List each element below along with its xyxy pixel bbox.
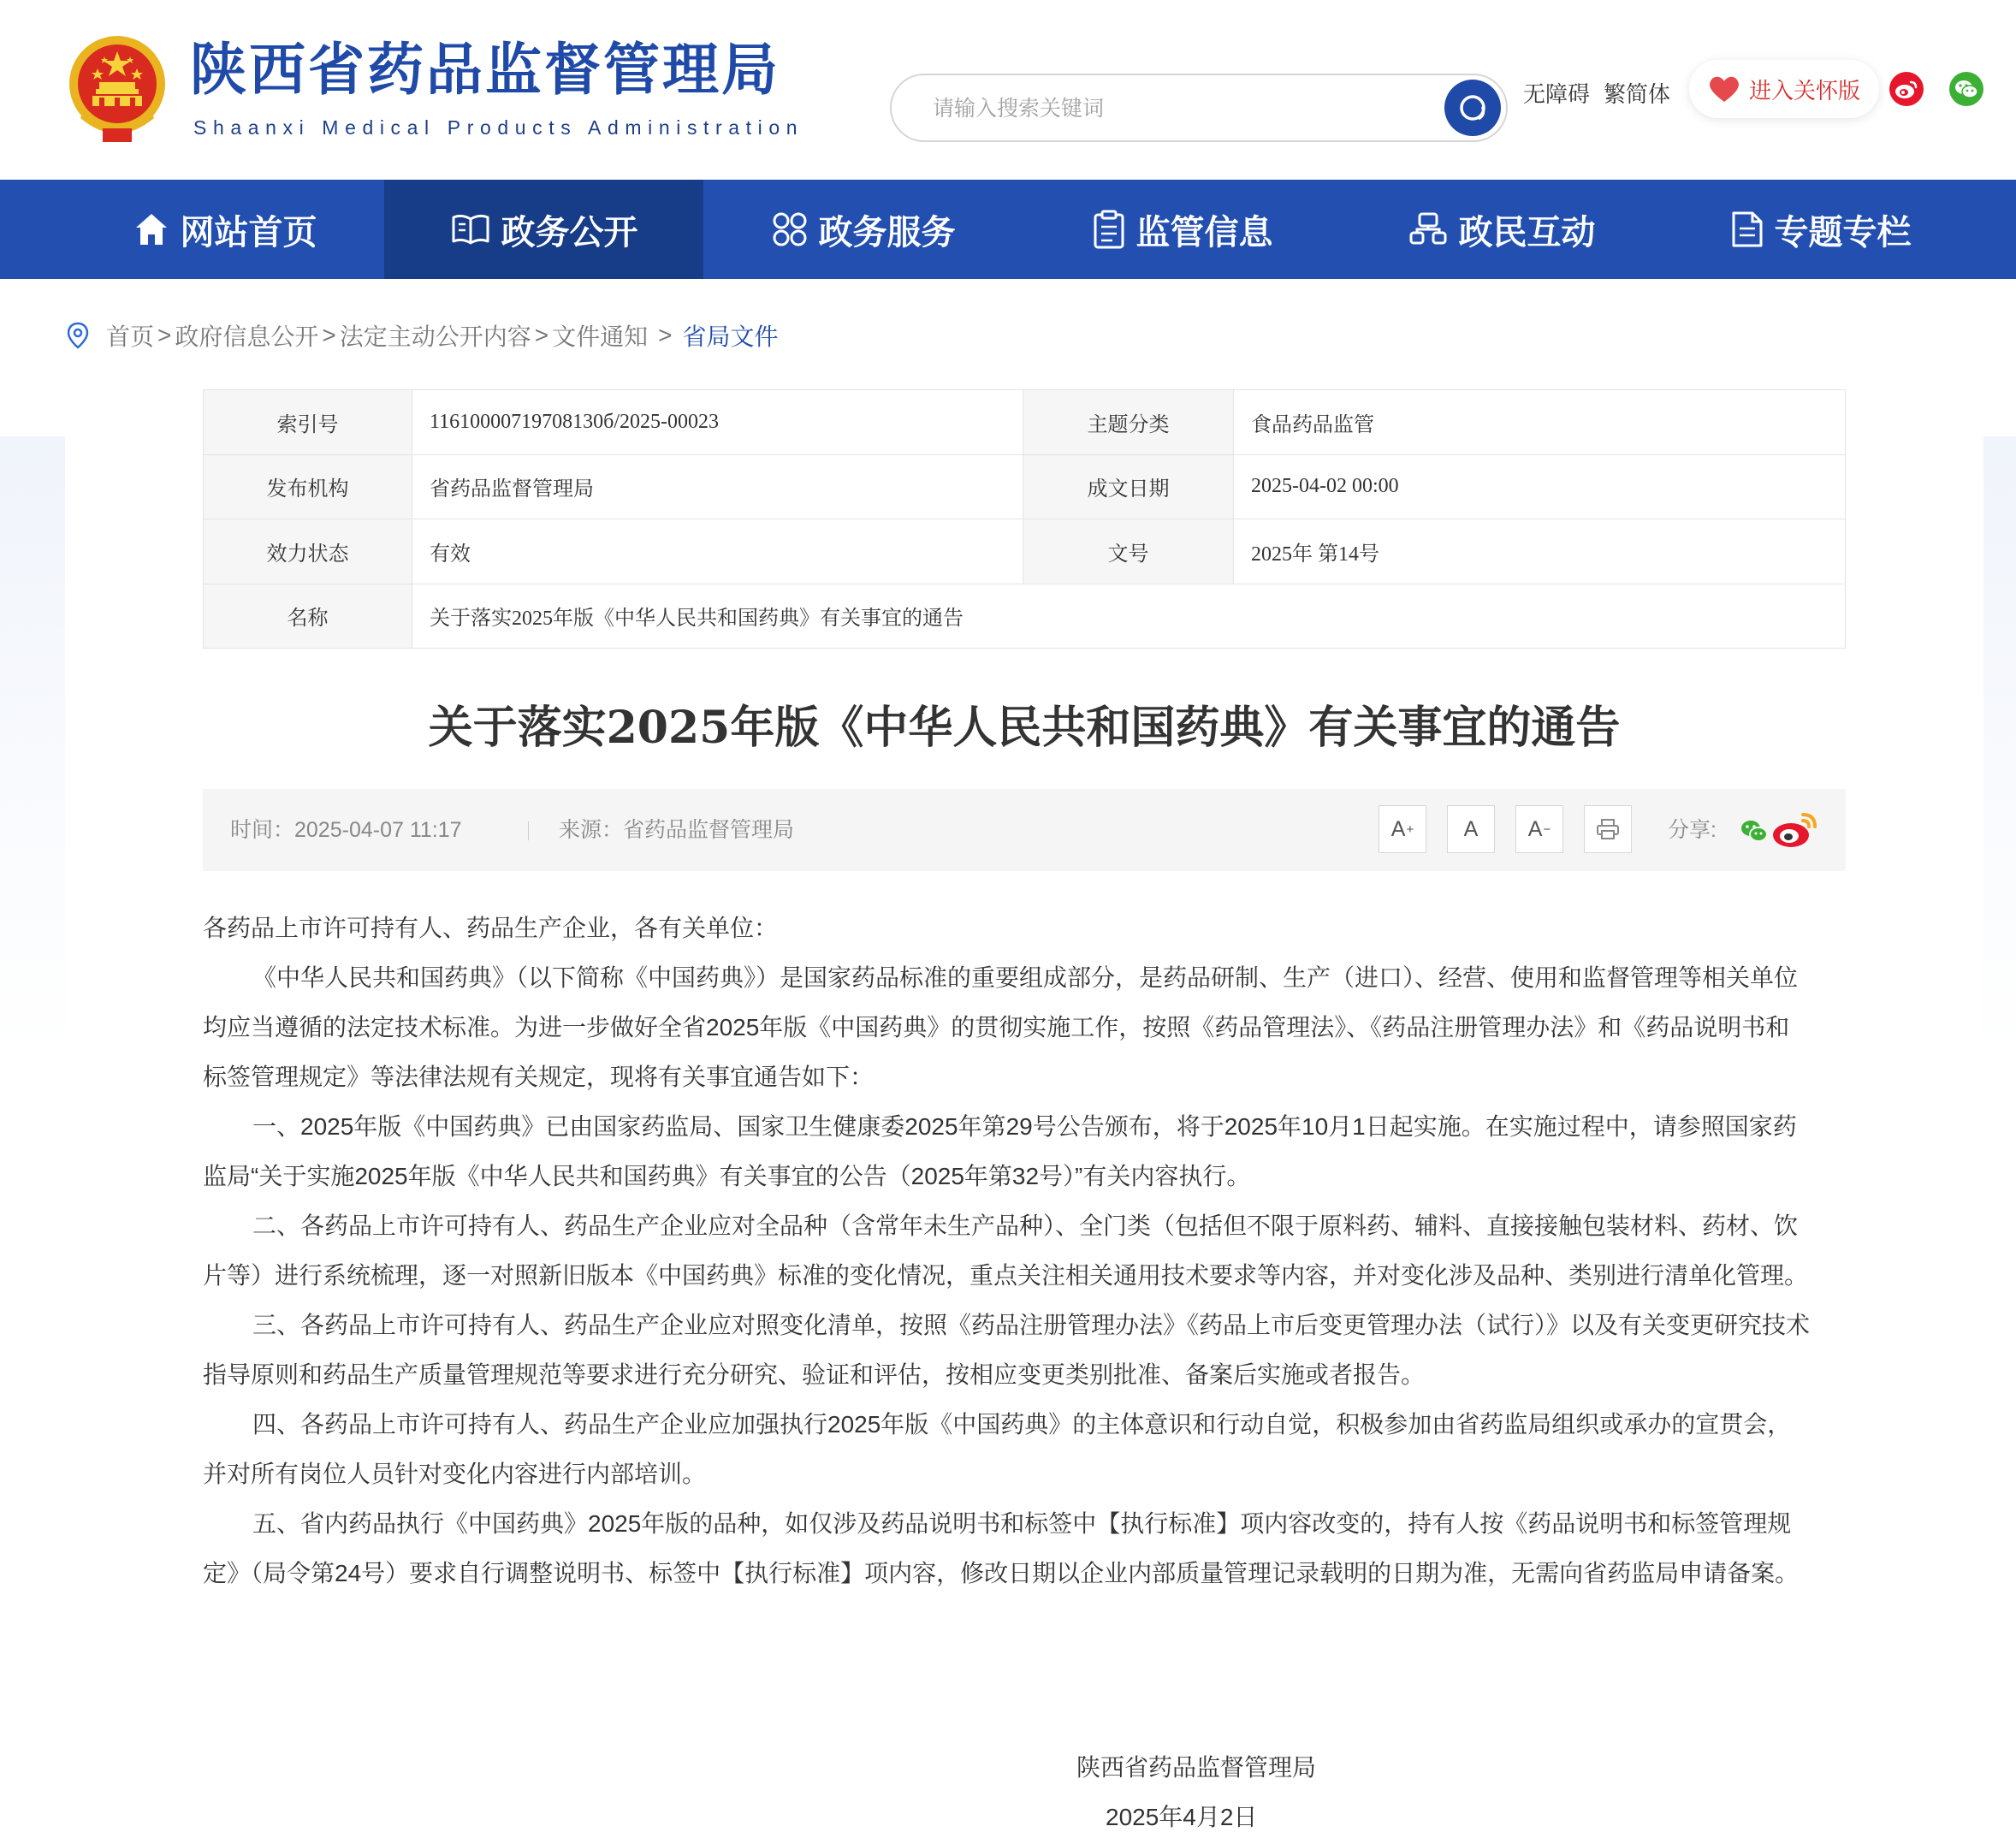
nav-item-supervision[interactable]	[1023, 180, 1342, 279]
book-icon	[450, 212, 491, 246]
table-row	[204, 584, 1846, 649]
print-icon	[1596, 818, 1620, 840]
nav-item-gov-affairs[interactable]	[384, 180, 703, 279]
name-value: 关于落实2025年版《中华人民共和国药典》有关事宜的通告	[412, 584, 1846, 649]
heart-icon	[1708, 74, 1740, 104]
index-value: 11610000719708130б/2025-00023	[412, 390, 1023, 455]
search-button[interactable]	[1444, 80, 1501, 136]
table-row	[204, 454, 1846, 519]
site-header	[0, 0, 2016, 180]
nav-label: 政民互动	[1458, 211, 1596, 252]
care-mode-button[interactable]	[1689, 60, 1879, 118]
breadcrumb-separator: >	[658, 322, 673, 348]
article-title: 关于落实2025年版《中华人民共和国药典》有关事宜的通告	[428, 702, 1621, 754]
weibo-link[interactable]	[1889, 72, 1924, 106]
signature-date: 2025年4月2日	[1106, 1804, 1258, 1830]
date-value: 2025-04-02 00:00	[1234, 454, 1846, 519]
breadcrumb-separator: >	[322, 322, 336, 348]
topic-value: 食品药品监管	[1234, 390, 1846, 455]
article-paragraph: 一、2025年版《中国药典》已由国家药监局、国家卫生健康委2025年第29号公告颁布，将于2025年10月1日起实施。在实施过程中，请参照国家药监局“关于实施2025年版《中华人民共和国药典》有关事宜的公告（2025年第32号）”有关内容执行。	[203, 1113, 1797, 1189]
nav-item-interaction[interactable]	[1342, 180, 1661, 279]
article-source: 来源：省药品监督管理局	[559, 818, 795, 842]
interaction-icon	[1408, 210, 1449, 248]
article-paragraph: 五、省内药品执行《中国药典》2025年版的品种，如仅涉及药品说明书和标签中【执行标准】项内容改变的，持有人按《药品说明书和标签管理规定》（局令第24号）要求自行调整说明书、标签中【执行标准】项内容，修改日期以企业内部质量管理记录载明的日期为准，无需向省药监局申请备案。	[203, 1510, 1800, 1586]
font-increase-label: A	[1390, 816, 1406, 841]
breadcrumb-separator: >	[157, 322, 172, 348]
breadcrumb	[67, 318, 779, 353]
article-body	[203, 904, 1813, 1598]
name-label: 名称	[204, 584, 412, 649]
left-decor-band	[0, 436, 65, 1052]
national-emblem-icon	[65, 34, 169, 145]
share-label: 分享:	[1668, 818, 1717, 842]
table-row	[204, 390, 1846, 455]
breadcrumb-gov-info[interactable]: 政府信息公开	[175, 323, 319, 350]
font-increase-button[interactable]	[1379, 805, 1426, 853]
minus-mark: −	[1543, 821, 1551, 837]
document-meta-table	[203, 389, 1846, 649]
document-icon	[1730, 210, 1764, 249]
topic-label: 主题分类	[1023, 390, 1234, 455]
table-row	[204, 519, 1846, 584]
main-nav	[0, 180, 2016, 279]
info-divider	[528, 821, 529, 840]
wechat-share-icon[interactable]	[1740, 818, 1769, 844]
nav-item-home[interactable]	[65, 180, 384, 279]
weibo-icon	[1894, 79, 1919, 99]
search-icon	[1456, 92, 1489, 124]
font-decrease-button[interactable]	[1515, 805, 1563, 853]
publish-time: 时间：2025-04-07 11:17	[230, 818, 462, 842]
wechat-link[interactable]	[1949, 72, 1983, 106]
nav-item-services[interactable]	[703, 180, 1023, 279]
search-box	[890, 74, 1508, 142]
font-decrease-label: A	[1527, 816, 1543, 841]
article-paragraph: 三、各药品上市许可持有人、药品生产企业应对照变化清单，按照《药品注册管理办法》《药品上市后变更管理办法（试行）》以及有关变更研究技术指导原则和药品生产质量管理规范等要求进行充分研究、验证和评估，按相应变更类别批准、备案后实施或者报告。	[203, 1312, 1811, 1388]
breadcrumb-current[interactable]: 省局文件	[682, 323, 779, 350]
index-label: 索引号	[204, 390, 412, 455]
doc-number-label: 文号	[1023, 519, 1234, 584]
search-input[interactable]	[931, 75, 1414, 142]
site-title[interactable]: 陕西省药品监督管理局	[190, 36, 780, 103]
article-paragraph: 二、各药品上市许可持有人、药品生产企业应对全品种（含常年未生产品种）、全门类（包括但不限于原料药、辅料、直接接触包装材料、药材、饮片等）进行系统梳理，逐一对照新旧版本《中国药典》标准的变化情况，重点关注相关通用技术要求等内容，并对变化涉及品种、类别进行清单化管理。	[203, 1212, 1809, 1289]
location-pin-icon	[67, 322, 89, 349]
publisher-label: 发布机构	[204, 454, 412, 519]
font-reset-label: A	[1463, 816, 1479, 841]
nav-label: 监管信息	[1135, 211, 1273, 252]
date-label: 成文日期	[1023, 454, 1234, 519]
clipboard-icon	[1092, 210, 1126, 249]
accessibility-link[interactable]: 无障碍	[1523, 81, 1591, 107]
status-label: 效力状态	[204, 519, 412, 584]
article-info-bar	[203, 789, 1846, 871]
plus-mark: +	[1406, 821, 1414, 837]
article-greeting: 各药品上市许可持有人、药品生产企业，各有关单位：	[203, 915, 779, 941]
nav-label: 网站首页	[180, 211, 317, 252]
grid-icon	[771, 210, 809, 248]
breadcrumb-statutory[interactable]: 法定主动公开内容	[339, 323, 531, 350]
nav-label: 专题专栏	[1774, 211, 1912, 252]
wechat-icon	[1954, 78, 1979, 100]
doc-number-value: 2025年 第14号	[1234, 519, 1846, 584]
article-paragraph: 《中华人民共和国药典》（以下简称《中国药典》）是国家药品标准的重要组成部分，是药品研制、生产（进口）、经营、使用和监督管理等相关单位均应当遵循的法定技术标准。为进一步做好全省2025年版《中国药典》的贯彻实施工作，按照《药品管理法》、《药品注册管理办法》和《药品说明书和标签管理规定》等法律法规有关规定，现将有关事宜通告如下：	[203, 964, 1799, 1090]
site-subtitle: Shaanxi Medical Products Administration	[193, 116, 804, 139]
breadcrumb-notices[interactable]: 文件通知	[552, 323, 649, 350]
weibo-share-icon[interactable]	[1770, 809, 1818, 849]
status-value: 有效	[412, 519, 1023, 584]
signature-org: 陕西省药品监督管理局	[1076, 1754, 1317, 1781]
publisher-value: 省药品监督管理局	[412, 454, 1023, 519]
breadcrumb-separator: >	[534, 322, 549, 348]
traditional-chinese-link[interactable]: 繁简体	[1604, 81, 1671, 107]
breadcrumb-home[interactable]: 首页	[106, 323, 155, 350]
nav-label: 政务公开	[501, 211, 638, 252]
home-icon	[133, 210, 170, 248]
print-button[interactable]	[1584, 805, 1632, 853]
care-mode-label: 进入关怀版	[1748, 77, 1860, 104]
right-decor-band	[1983, 436, 2016, 1052]
article-paragraph: 四、各药品上市许可持有人、药品生产企业应加强执行2025年版《中国药典》的主体意识和行动自觉，积极参加由省药监局组织或承办的宣贯会，并对所有岗位人员针对变化内容进行内部培训。	[203, 1411, 1792, 1487]
nav-label: 政务服务	[818, 211, 956, 252]
nav-item-special-topics[interactable]	[1661, 180, 1980, 279]
font-reset-button[interactable]	[1447, 805, 1495, 853]
